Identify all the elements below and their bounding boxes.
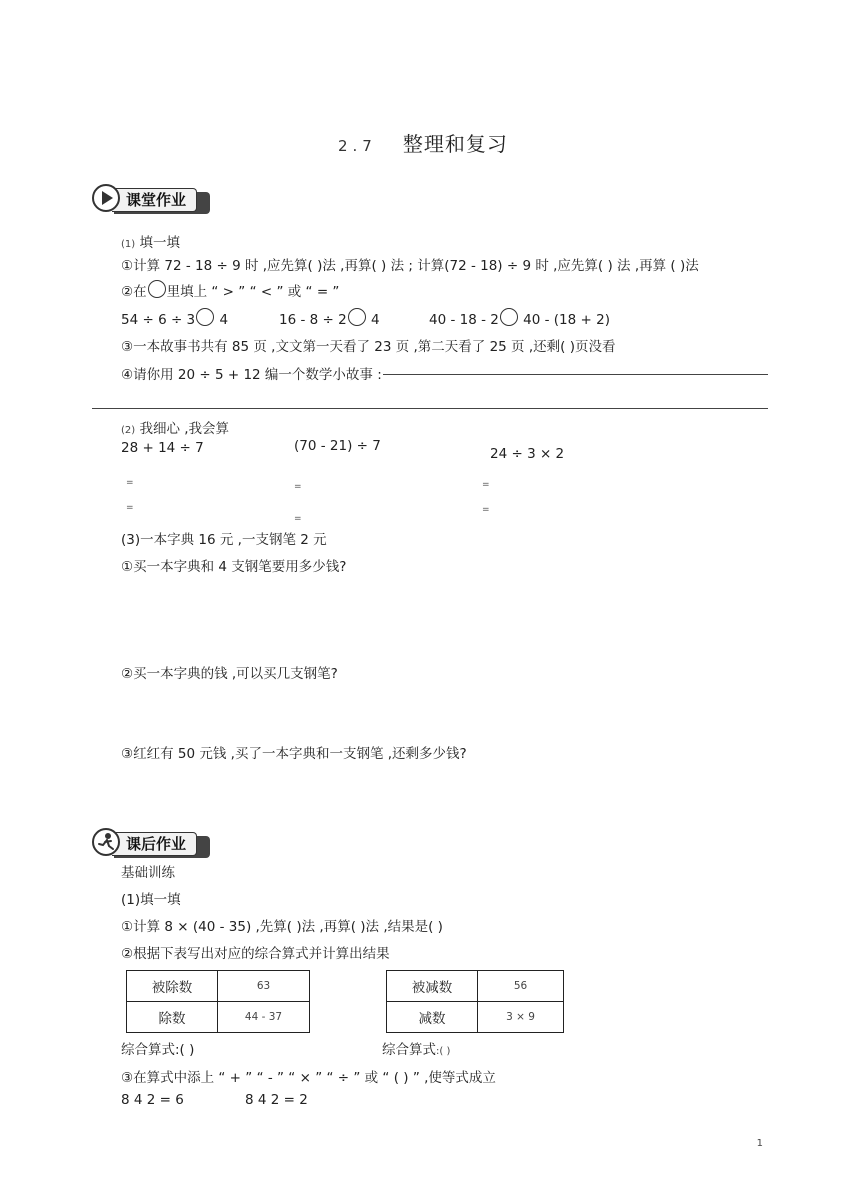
question-1-3: ③一本故事书共有 85 页 ,文文第一天看了 23 页 ,第二天看了 25 页 ,还剩( )页没看 [121, 339, 616, 355]
equals-mark: = [126, 478, 134, 488]
running-figure-icon [92, 828, 120, 856]
expr-2: (70 - 21) ÷ 7 [294, 438, 381, 454]
classwork-label: 课堂作业 [112, 188, 197, 212]
compare-1: 54 ÷ 6 ÷ 3 4 [121, 308, 228, 328]
subtrahend-label: 减数 [387, 1002, 478, 1033]
section-title: 整理和复习 [402, 132, 508, 156]
fill-heading: (1) 填一填 [121, 235, 180, 251]
word-problem-3: ③红红有 50 元钱 ,买了一本字典和一支钢笔 ,还剩多少钱? [121, 746, 467, 762]
calc-heading: (2) 我细心 ,我会算 [121, 421, 230, 437]
dividend-label: 被除数 [127, 971, 218, 1002]
subtraction-table [386, 970, 564, 1033]
basic-training-heading: 基础训练 [121, 865, 175, 881]
question-1-2: ②在 里填上 “ > ” “ < ” 或 “ = ” [121, 280, 339, 300]
word-problem-heading: (3)一本字典 16 元 ,一支钢笔 2 元 [121, 532, 327, 548]
circle-blank-icon [196, 308, 214, 326]
minuend-value: 56 [478, 971, 564, 1002]
subtrahend-value: 3 × 9 [478, 1002, 564, 1033]
homework-badge [92, 828, 212, 858]
circle-blank-icon [148, 280, 166, 298]
page-number: 1 [756, 1138, 763, 1149]
divisor-value: 44 - 37 [218, 1002, 310, 1033]
circle-blank-icon [348, 308, 366, 326]
question-1-4: ④请你用 20 ÷ 5 + 12 编一个数学小故事 : [121, 367, 382, 383]
classwork-badge [92, 184, 212, 214]
equals-mark: = [482, 480, 490, 490]
circle-blank-icon [500, 308, 518, 326]
expr-1: 28 + 14 ÷ 7 [121, 440, 204, 456]
compare-2: 16 - 8 ÷ 2 4 [279, 308, 380, 328]
dividend-value: 63 [218, 971, 310, 1002]
divider [92, 408, 768, 409]
after-question-3: ③在算式中添上 “ + ” “ - ” “ × ” “ ÷ ” 或 “ ( ) ” ,使等式成立 [121, 1070, 496, 1086]
compare-3: 40 - 18 - 2 40 - (18 + 2) [429, 308, 610, 328]
word-problem-2: ②买一本字典的钱 ,可以买几支钢笔? [121, 666, 338, 682]
divisor-label: 除数 [127, 1002, 218, 1033]
division-table [126, 970, 310, 1033]
minuend-label: 被减数 [387, 971, 478, 1002]
equation-1: 8 4 2 = 6 [121, 1092, 184, 1108]
expr-3: 24 ÷ 3 × 2 [490, 446, 565, 462]
fill-heading-2: (1)填一填 [121, 892, 181, 908]
section-number: 2.7 [338, 137, 377, 155]
equals-mark: = [294, 514, 302, 524]
play-icon [92, 184, 120, 212]
equals-mark: = [126, 503, 134, 513]
formula-1: 综合算式:( ) [121, 1042, 195, 1058]
homework-label: 课后作业 [112, 832, 197, 856]
question-1-1: ①计算 72 - 18 ÷ 9 时 ,应先算( )法 ,再算( ) 法 ; 计算(72 - 18) ÷ 9 时 ,应先算( ) 法 ,再算 ( )法 [121, 258, 699, 274]
word-problem-1: ①买一本字典和 4 支钢笔要用多少钱? [121, 559, 347, 575]
after-question-1: ①计算 8 × (40 - 35) ,先算( )法 ,再算( )法 ,结果是( ) [121, 919, 443, 935]
equals-mark: = [294, 482, 302, 492]
equals-mark: = [482, 505, 490, 515]
page-title [338, 128, 508, 157]
formula-2: 综合算式:( ) [382, 1042, 451, 1058]
after-question-2: ②根据下表写出对应的综合算式并计算出结果 [121, 946, 390, 962]
answer-line [383, 374, 768, 375]
equation-2: 8 4 2 = 2 [245, 1092, 308, 1108]
